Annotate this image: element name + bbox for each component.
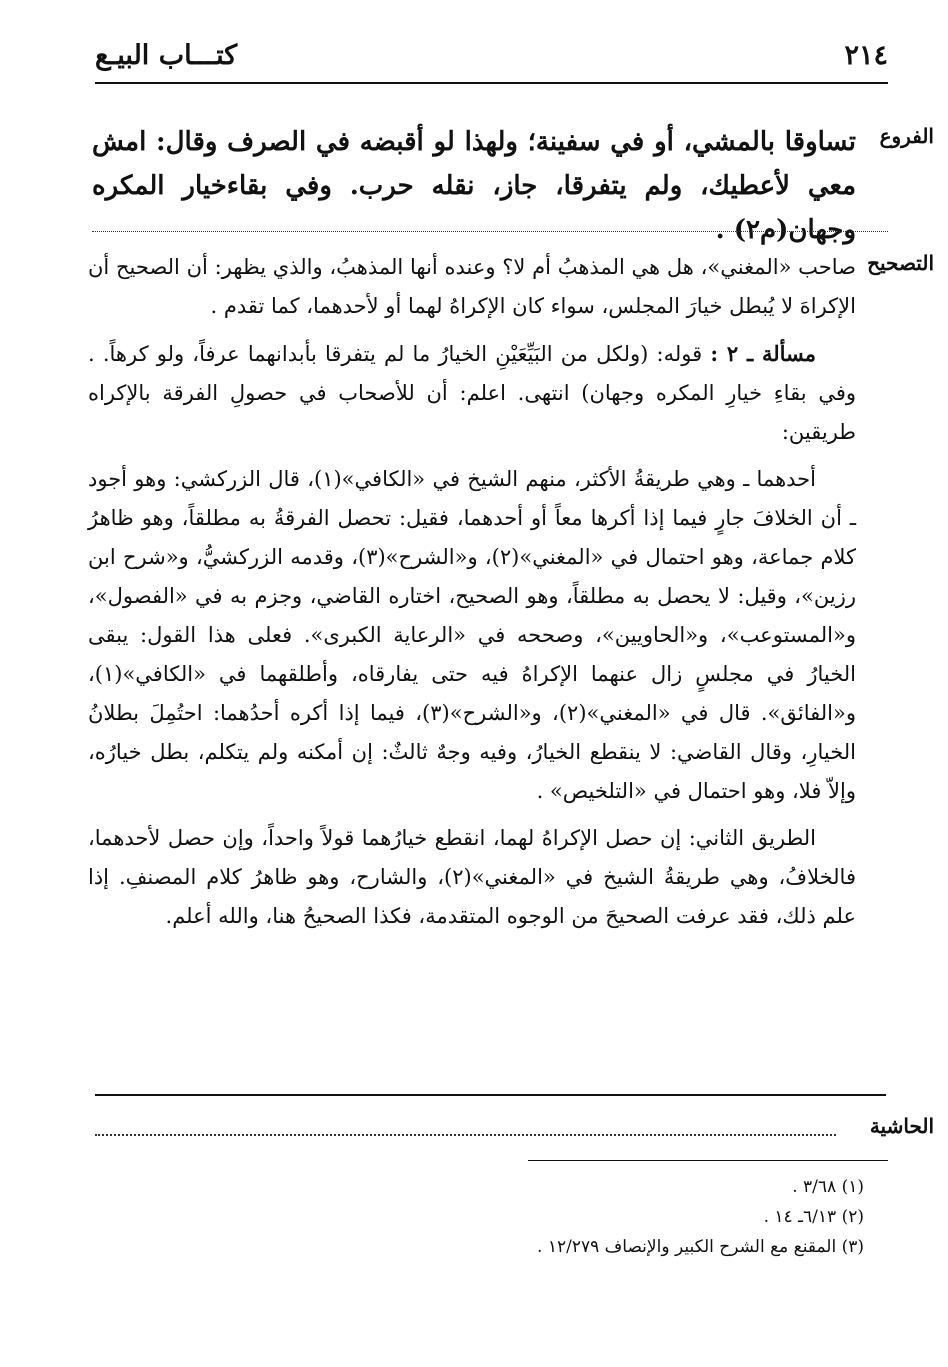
footnote-rule: [528, 1160, 888, 1161]
tashih-paragraph: الطريق الثاني: إن حصل الإكراهُ لهما، انقطع خيارُهما قولاً واحداً، وإن حصل لأحدهما، فالخلافُ، وهي طريقةُ الشيخ في «المغني»(٢)، والشارح، وهو ظاهرُ كلام المصنفِ. إذا علم ذلك، فقد عرفت الصحيحَ من الوجوه المتقدمة، فكذا الصحيحُ هنا، والله أعلم.: [88, 826, 856, 928]
tashih-text: [88, 248, 856, 944]
page-number: ٢١٤: [844, 40, 888, 71]
masala-text: قوله: (ولكل من البَيِّعَيْنِ الخيارُ ما لم يتفرقا بأبدانهما عرفاً، ولو كرهاً. . وفي بقاءِ خيارِ المكره وجهان) انتهى. اعلم: أن للأصحاب في حصولِ الفرقة بالإكراه طريقين:: [88, 342, 856, 444]
tashih-paragraph: صاحب «المغني»، هل هي المذهبُ أم لا؟ وعنده أنها المذهبُ، والذي يظهر: أن الصحيح أن الإكراهَ لا يُبطل خيارَ المجلس، سواء كان الإكراهُ لهما أو لأحدهما، كما تقدم .: [88, 255, 856, 318]
label-furu: الفروع: [879, 124, 934, 148]
footnote: (١) ٣/٦٨ .: [792, 1177, 864, 1197]
label-tashih: التصحيح: [867, 251, 934, 275]
footnotes: [92, 1172, 864, 1262]
tashih-paragraph: أحدهما ـ وهي طريقةُ الأكثر، منهم الشيخ في «الكافي»(١)، قال الزركشي: وهو أجود ـ أن الخلافَ جارٍ فيما إذا أكرها معاً أو أحدهما، فقيل: تحصل الفرقةُ به مطلقاً، وهو ظاهرُ كلام جماعة، وهو احتمال في «المغني»(٢)، و«الشرح»(٣)، وقدمه الزركشيُّ، و«شرح ابن رزين»، وقيل: لا يحصل به مطلقاً، وهو الصحيح، اختاره القاضي، وجزم به في «الفصول»، و«المستوعب»، و«الحاويين»، وصححه في «الرعاية الكبرى». فعلى هذا القول: يبقى الخيارُ في مجلسٍ زال عنهما الإكراهُ فيه حتى يفارقاه، وأطلقهما في «الكافي»(١)، و«الفائق». قال في «المغني»(٢)، و«الشرح»(٣)، فيما إذا أكره أحدُهما: احتُمِلَ بطلانُ الخيارِ، وقال القاضي: لا ينقطع الخيارُ، وفيه وجهٌ ثالثٌ: إن أمكنه ولم يتكلم، بطل خيارُه، وإلاّ فلا، وهو احتمال في «التلخيص» .: [88, 467, 856, 803]
footnote: (٢) ٦/١٣ـ ١٤ .: [763, 1207, 864, 1227]
masala-heading: مسألة ـ ٢ :: [710, 341, 816, 366]
furu-text: تساوقا بالمشي، أو في سفينة؛ ولهذا لو أقبضه في الصرف وقال: امش معي لأعطيك، ولم يتفرقا، جاز، نقله حرب. وفي بقاءخيار المكره وجهان(م٢) .: [92, 127, 856, 245]
footnote: (٣) المقنع مع الشرح الكبير والإنصاف ١٢/٢٧٩ .: [537, 1237, 864, 1257]
footer-rule: [95, 1094, 886, 1096]
book-title: كتـــاب البيـع: [95, 40, 238, 71]
running-header: [95, 38, 888, 84]
hashiya-dotted-line: [95, 1134, 836, 1136]
tashih-paragraph: [88, 334, 856, 452]
label-hashiya: الحاشية: [869, 1114, 934, 1138]
section-divider: [92, 231, 888, 232]
